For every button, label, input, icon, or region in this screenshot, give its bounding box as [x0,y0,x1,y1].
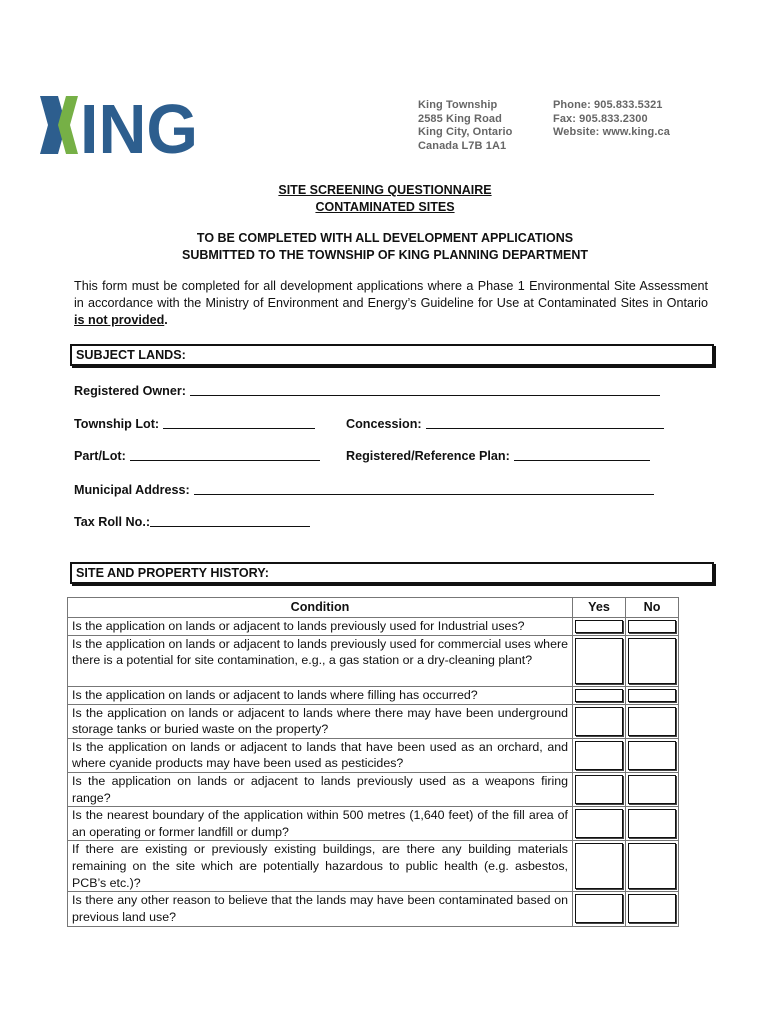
table-row [68,807,679,841]
township-lot-field[interactable] [74,416,315,432]
concession-label: Concession: [346,417,422,431]
tax-roll-field[interactable] [74,514,310,530]
condition-text: If there are existing or previously existing buildings, are there any building materials remaining on the site which are potentially hazardous to public health (e.g. asbestos, PCB’s etc.)? [68,841,573,892]
no-checkbox[interactable] [628,894,676,923]
yes-checkbox[interactable] [575,843,623,889]
concession-line[interactable] [426,416,664,429]
fax-number: Fax: 905.833.2300 [553,112,648,125]
no-checkbox[interactable] [628,689,676,702]
no-cell [626,635,679,686]
form-title-line2: CONTAMINATED SITES [315,199,455,214]
address-line: King Township [418,99,498,111]
yes-checkbox[interactable] [575,741,623,770]
no-checkbox[interactable] [628,620,676,633]
table-row [68,892,679,926]
tax-roll-label: Tax Roll No.: [74,515,151,529]
yes-checkbox[interactable] [575,689,623,702]
yes-checkbox[interactable] [575,638,623,684]
form-subtitle-line1: TO BE COMPLETED WITH ALL DEVELOPMENT APPLICATIONS [196,231,574,245]
township-lot-label: Township Lot: [74,417,160,431]
yes-cell [573,635,626,686]
form-subtitle-line2: SUBMITTED TO THE TOWNSHIP OF KING PLANNING DEPARTMENT [181,247,589,262]
king-township-logo [38,92,200,158]
municipal-address-field[interactable] [74,482,654,498]
no-checkbox[interactable] [628,638,676,684]
no-checkbox[interactable] [628,843,676,889]
part-lot-line[interactable] [130,448,320,461]
concession-field[interactable] [346,416,664,432]
condition-text: Is the application on lands or adjacent to lands where filling has occurred? [68,686,573,704]
no-cell [626,738,679,772]
site-history-heading: SITE AND PROPERTY HISTORY: [70,562,714,584]
table-row [68,738,679,772]
township-address [418,99,512,153]
intro-text: This form must be completed for all development applications where a Phase 1 Environmental Site Assessment in accordance with the Ministry of Environment and Energy’s Guideline for Use at Contaminated Sites in Ontario [74,279,708,310]
yes-cell [573,892,626,926]
no-checkbox[interactable] [628,741,676,770]
no-checkbox[interactable] [628,809,676,838]
no-cell [626,892,679,926]
yes-cell [573,686,626,704]
form-title-line1: SITE SCREENING QUESTIONNAIRE [278,183,492,197]
municipal-address-line[interactable] [194,482,654,495]
yes-cell [573,841,626,892]
condition-text: Is the application on lands or adjacent to lands previously used for commercial uses where there is a potential for site contamination, e.g., a gas station or a dry-cleaning plant? [68,635,573,686]
table-header-row [68,598,679,618]
yes-cell [573,738,626,772]
township-contact [553,99,670,140]
no-cell [626,704,679,738]
condition-header: Condition [68,598,573,618]
no-cell [626,686,679,704]
reference-plan-field[interactable] [346,448,650,464]
form-subtitle [0,230,770,263]
address-line: 2585 King Road [418,112,502,125]
yes-cell [573,807,626,841]
township-lot-line[interactable] [163,416,315,429]
form-title [0,182,770,215]
address-line: Canada L7B 1A1 [418,139,507,152]
website: Website: www.king.ca [553,126,670,139]
table-row [68,686,679,704]
address-line: King City, Ontario [418,126,513,139]
subject-lands-heading: SUBJECT LANDS: [70,344,714,366]
condition-text: Is the application on lands or adjacent to lands previously used as a weapons firing range? [68,772,573,806]
phone-number: Phone: 905.833.5321 [553,99,663,111]
site-history-table [67,597,679,927]
table-row [68,841,679,892]
svg-text:ING: ING [80,92,198,158]
registered-owner-label: Registered Owner: [74,384,186,398]
intro-end: . [164,312,168,327]
municipal-address-label: Municipal Address: [74,483,190,497]
part-lot-label: Part/Lot: [74,449,126,463]
yes-checkbox[interactable] [575,620,623,633]
no-cell [626,807,679,841]
yes-cell [573,704,626,738]
tax-roll-line[interactable] [150,514,310,527]
yes-checkbox[interactable] [575,809,623,838]
yes-cell [573,772,626,806]
reference-plan-label: Registered/Reference Plan: [346,449,510,463]
registered-owner-line[interactable] [190,383,660,396]
intro-paragraph [74,278,708,328]
condition-text: Is the application on lands or adjacent to lands where there may have been underground storage tanks or buried waste on the property? [68,704,573,738]
no-checkbox[interactable] [628,775,676,804]
no-header: No [626,598,679,618]
yes-checkbox[interactable] [575,894,623,923]
yes-checkbox[interactable] [575,775,623,804]
table-row [68,635,679,686]
no-cell [626,772,679,806]
registered-owner-field[interactable] [74,383,660,399]
no-cell [626,841,679,892]
yes-cell [573,617,626,635]
part-lot-field[interactable] [74,448,320,464]
condition-text: Is the application on lands or adjacent to lands previously used for Industrial uses? [68,617,573,635]
table-row [68,772,679,806]
table-row [68,704,679,738]
table-row [68,617,679,635]
condition-text: Is there any other reason to believe that the lands may have been contaminated based on previous land use? [68,892,573,926]
yes-header: Yes [573,598,626,618]
condition-text: Is the nearest boundary of the application within 500 metres (1,640 feet) of the fill area of an operating or former landfill or dump? [68,807,573,841]
intro-emphasis: is not provided [74,312,165,327]
condition-text: Is the application on lands or adjacent to lands that have been used as an orchard, and where cyanide products may have been used as pesticides? [68,738,573,772]
reference-plan-line[interactable] [514,448,650,461]
no-cell [626,617,679,635]
yes-checkbox[interactable] [575,707,623,736]
no-checkbox[interactable] [628,707,676,736]
